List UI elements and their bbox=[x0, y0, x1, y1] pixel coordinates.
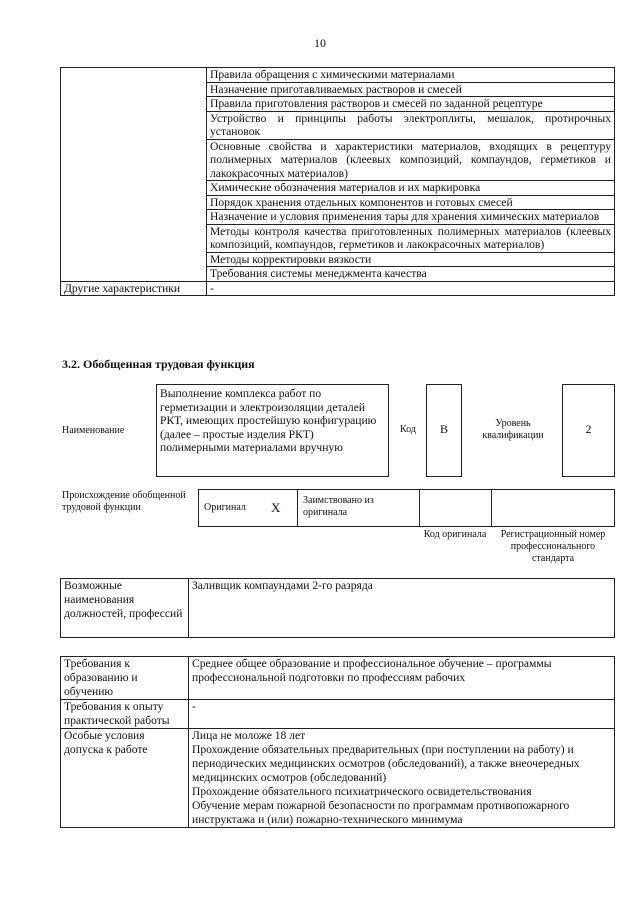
knowledge-left-cell bbox=[61, 68, 207, 282]
original-cell bbox=[199, 490, 298, 526]
gtf-name-value: Выполнение комплекса работ по герметизации и электроизоляции деталей РКТ, имеющих простейшую конфигурацию (далее – простые изделия РКТ) полимерными материалами вручную bbox=[156, 384, 389, 477]
code-original-caption: Код оригинала bbox=[423, 529, 487, 540]
special-condition: Прохождение обязательного психиатрического освидетельствования bbox=[189, 785, 615, 799]
knowledge-item: Методы корректировки вязкости bbox=[207, 252, 615, 267]
education-label: Требования к образованию и обучению bbox=[61, 657, 189, 700]
knowledge-table bbox=[60, 67, 615, 296]
knowledge-item: Методы контроля качества приготовленных полимерных материалов (клеевых композиций, компаундов, герметиков и лакокрасочных материалов) bbox=[207, 224, 615, 252]
knowledge-item: Назначение приготавливаемых растворов и смесей bbox=[207, 82, 615, 97]
knowledge-item: Требования системы менеджмента качества bbox=[207, 267, 615, 282]
name-label: Наименование bbox=[62, 425, 125, 436]
origin-label: Происхождение обобщенной трудовой функции bbox=[62, 490, 186, 513]
reg-number-caption: Регистрационный номер профессионального стандарта bbox=[500, 529, 606, 564]
borrowed-label: Заимствовано из оригинала bbox=[303, 495, 374, 518]
level-label: Уровень квалификации bbox=[482, 418, 544, 441]
level-value: 2 bbox=[562, 384, 615, 477]
education-value: Среднее общее образование и профессиональное обучение – программы профессиональной подготовки по профессиям рабочих bbox=[189, 657, 615, 700]
original-label: Оригинал bbox=[204, 502, 246, 513]
requirements-table bbox=[60, 656, 615, 828]
section-title: 3.2. Обобщенная трудовая функция bbox=[62, 357, 255, 371]
original-code-cell bbox=[419, 490, 492, 526]
page-number: 10 bbox=[314, 36, 326, 50]
special-condition: Прохождение обязательных предварительных (при поступлении на работу) и периодических медицинских осмотров (обследований), а также внеочередных медицинских осмотров (обследований) bbox=[189, 743, 615, 785]
knowledge-item: Правила приготовления растворов и смесей по заданной рецептуре bbox=[207, 97, 615, 112]
experience-label: Требования к опыту практической работы bbox=[61, 700, 189, 729]
knowledge-item: Устройство и принципы работы электроплиты, мешалок, протирочных установок bbox=[207, 111, 615, 139]
code-value: B bbox=[426, 384, 462, 477]
code-label: Код bbox=[400, 424, 416, 435]
special-condition: Лица не моложе 18 лет bbox=[189, 729, 615, 744]
other-characteristics-label: Другие характеристики bbox=[61, 281, 207, 296]
knowledge-item: Порядок хранения отдельных компонентов и готовых смесей bbox=[207, 195, 615, 210]
positions-value: Заливщик компаундами 2-го разряда bbox=[189, 579, 615, 638]
positions-table bbox=[60, 578, 615, 638]
knowledge-item: Химические обозначения материалов и их маркировка bbox=[207, 181, 615, 196]
original-mark: X bbox=[271, 500, 281, 515]
knowledge-item: Основные свойства и характеристики материалов, входящих в рецептуру полимерных материалов (клеевых композиций, компаундов, герметиков и лакокрасочных материалов) bbox=[207, 139, 615, 181]
origin-box bbox=[198, 489, 615, 527]
special-conditions-label: Особые условия допуска к работе bbox=[61, 729, 189, 828]
knowledge-item: Назначение и условия применения тары для хранения химических материалов bbox=[207, 210, 615, 225]
knowledge-item: Правила обращения с химическими материалами bbox=[207, 68, 615, 83]
positions-label: Возможные наименования должностей, профессий bbox=[61, 579, 189, 638]
experience-value: - bbox=[189, 700, 615, 729]
other-characteristics-value: - bbox=[207, 281, 615, 296]
special-condition: Обучение мерам пожарной безопасности по программам противопожарного инструктажа и (или) пожарно-технического минимума bbox=[189, 799, 615, 828]
